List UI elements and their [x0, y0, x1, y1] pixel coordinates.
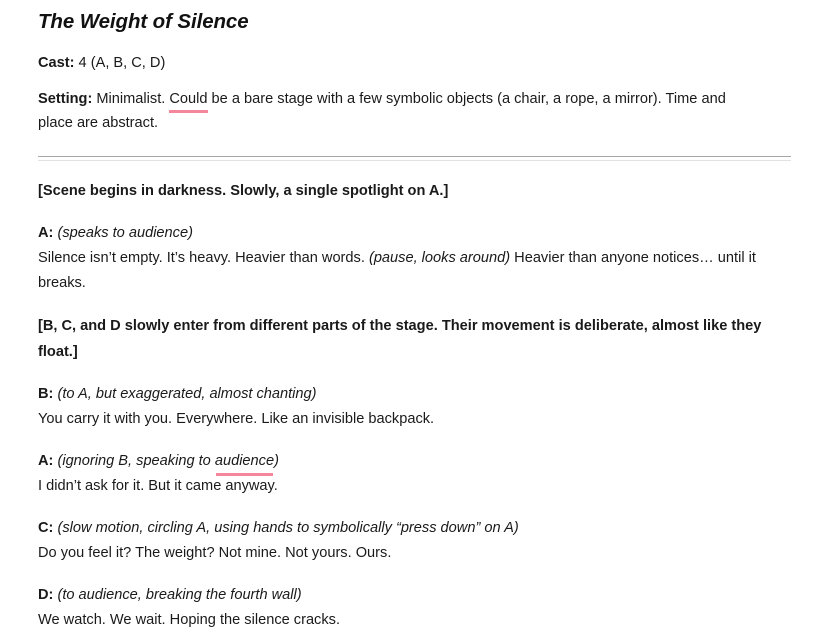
setting-text-after-flag: be a bare stage with a few symbolic objects (a chair, a rope, a mirror). Time and place are abstract. [38, 90, 726, 131]
dialogue-header [38, 221, 771, 246]
setting-text-before-flag: Minimalist. [92, 90, 170, 107]
script-body [38, 178, 791, 633]
dialogue-entry-a2 [38, 449, 771, 499]
speaker-label-b: B: [38, 385, 54, 402]
speaker-label-d: D: [38, 586, 54, 603]
cast-label: Cast: [38, 54, 75, 71]
script-metadata [38, 51, 791, 135]
dialogue-entry-a1 [38, 221, 771, 296]
dialogue-text-c: Do you feel it? The weight? Not mine. Not yours. Ours. [38, 544, 392, 561]
dialogue-text-b: You carry it with you. Everywhere. Like an invisible backpack. [38, 410, 435, 427]
grammar-suggestion-audience[interactable]: audience [215, 449, 274, 474]
section-divider [38, 156, 791, 161]
speaker-label-a: A: [38, 224, 54, 241]
cast-line [38, 51, 754, 75]
speaker-label-a2: A: [38, 452, 54, 469]
dialogue-entry-d [38, 583, 771, 633]
stage-direction-opening: [Scene begins in darkness. Slowly, a single spotlight on A.] [38, 182, 449, 199]
speaker-label-c: C: [38, 519, 54, 536]
stage-action-d: (to audience, breaking the fourth wall) [53, 586, 302, 603]
cast-value: 4 (A, B, C, D) [74, 54, 166, 71]
stage-direction-entrance: [B, C, and D slowly enter from different parts of the stage. Their movement is deliberate, almost like they float.] [38, 317, 762, 360]
stage-action-a2-before-flag: (ignoring B, speaking to [53, 452, 215, 469]
grammar-suggestion-could[interactable]: Could [169, 87, 207, 111]
stage-action-b: (to A, but exaggerated, almost chanting) [53, 385, 317, 402]
setting-label: Setting: [38, 90, 93, 107]
page-title: The Weight of Silence [38, 10, 249, 33]
stage-action-a: (speaks to audience) [53, 224, 193, 241]
dialogue-header [38, 449, 771, 474]
dialogue-header [38, 516, 771, 541]
dialogue-text-d: We watch. We wait. Hoping the silence cracks. [38, 611, 341, 628]
dialogue-text-a2: I didn’t ask for it. But it came anyway. [38, 477, 278, 494]
dialogue-text-a: Silence isn’t empty. It’s heavy. Heavier than words. [38, 249, 369, 266]
dialogue-header [38, 583, 771, 608]
dialogue-text-a-tail: Heavier than anyone notices… until it breaks. [38, 249, 756, 291]
stage-action-c: (slow motion, circling A, using hands to symbolically “press down” on A) [53, 519, 519, 536]
stage-action-a2-after-flag: ) [274, 452, 279, 469]
dialogue-header [38, 382, 771, 407]
dialogue-entry-b [38, 382, 771, 432]
inline-stage-action-a: (pause, looks around) [368, 249, 511, 266]
setting-line [38, 87, 754, 135]
dialogue-entry-c [38, 516, 771, 566]
